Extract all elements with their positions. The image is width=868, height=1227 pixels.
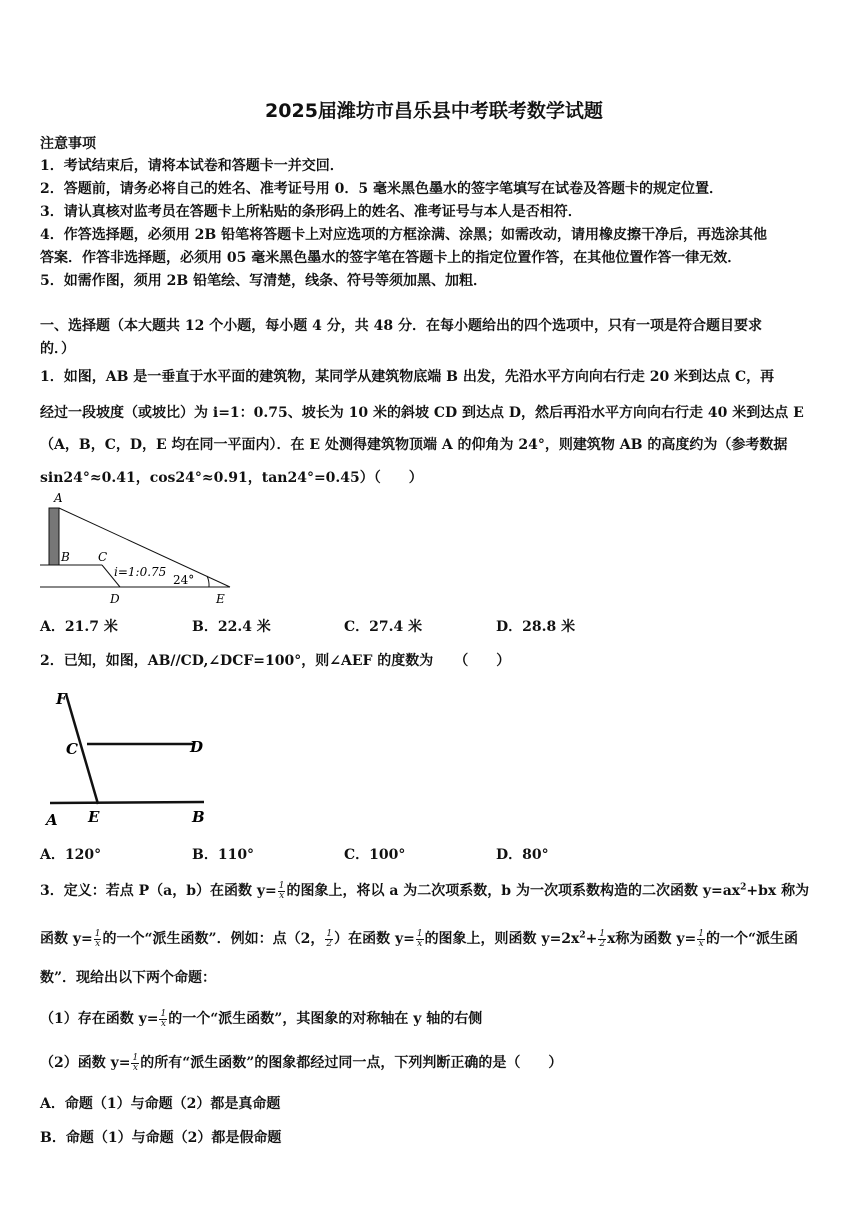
fraction-one-over-x: $\frac{1}{x}$ — [416, 928, 423, 949]
label-e: E — [216, 592, 225, 606]
q2-option-a[interactable]: A．120° — [40, 847, 102, 863]
notice-item: 3．请认真核对监考员在答题卡上所粘贴的条形码上的姓名、准考证号与本人是否相符． — [40, 204, 582, 220]
q1-figure — [40, 490, 240, 608]
fraction-one-over-x: $\frac{1}{x}$ — [698, 928, 704, 949]
q3-text: （2）函数 y= — [40, 1055, 131, 1071]
exam-title: 2025届潍坊市昌乐县中考联考数学试题 — [265, 100, 603, 122]
q3-option-b[interactable]: B．命题（1）与命题（2）都是假命题 — [40, 1130, 282, 1146]
q3-text: 函数 y= — [40, 931, 93, 947]
label-a: A — [46, 811, 58, 829]
angle-label: 24° — [173, 573, 195, 587]
slope-label: i=1:0.75 — [114, 565, 167, 579]
label-f: F — [56, 690, 67, 708]
notice-item: 1．考试结束后，请将本试卷和答题卡一并交回． — [40, 158, 344, 174]
label-b: B — [61, 550, 70, 564]
q3-proposition-2 — [40, 1052, 830, 1073]
fraction-one-over-x: $\frac{1}{x}$ — [278, 880, 285, 901]
label-d: D — [110, 592, 120, 606]
q3-text: 的图象上，将以 a 为二次项系数，b 为一次项系数构造的二次函数 y=ax — [286, 883, 741, 899]
section-heading: 一、选择题（本大题共 12 个小题，每小题 4 分，共 48 分．在每小题给出的四个选项中，只有一项是符合题目要求 — [40, 318, 762, 334]
fraction-one-over-x: $\frac{1}{x}$ — [94, 928, 101, 949]
notice-item: 5．如需作图，须用 2B 铅笔绘、写清楚，线条、符号等须加黑、加粗． — [40, 273, 488, 289]
q2-option-c[interactable]: C．100° — [344, 847, 406, 863]
label-a: A — [54, 491, 63, 505]
q1-option-c[interactable]: C．27.4 米 — [344, 619, 423, 635]
q3-text: 的一个“派生函数”，其图象的对称轴在 y 轴的右侧 — [168, 1011, 483, 1027]
fraction-one-over-x: $\frac{1}{x}$ — [132, 1052, 139, 1073]
label-b: B — [192, 808, 205, 826]
q1-stem-line: sin24°≈0.41，cos24°≈0.91，tan24°=0.45）（ ） — [40, 470, 423, 486]
label-c: C — [66, 740, 78, 758]
q3-stem-line2 — [40, 928, 830, 949]
label-c: C — [98, 550, 108, 564]
q1-option-b[interactable]: B．22.4 米 — [192, 619, 271, 635]
fraction-one-half: $\frac{1}{2}$ — [326, 928, 333, 949]
q3-option-a[interactable]: A．命题（1）与命题（2）都是真命题 — [40, 1096, 281, 1112]
q2-option-d[interactable]: D．80° — [496, 847, 549, 863]
q3-text: + — [585, 931, 598, 947]
fraction-one-over-x: $\frac{1}{x}$ — [160, 1008, 167, 1029]
notice-item: 4．作答选择题，必须用 2B 铅笔将答题卡上对应选项的方框涂满、涂黑；如需改动，请用橡皮擦干净后，再选涂其他 — [40, 227, 768, 243]
q1-stem-line: 1．如图，AB 是一垂直于水平面的建筑物，某同学从建筑物底端 B 出发，先沿水平方向向右行走 20 米到达点 C，再 — [40, 369, 775, 385]
section-heading-cont: 的．） — [40, 341, 75, 357]
q3-text: +bx 称为 — [746, 883, 810, 899]
q3-text: 的所有“派生函数”的图象都经过同一点，下列判断正确的是（ ） — [140, 1055, 563, 1071]
notice-item: 答案．作答非选择题，必须用 05 毫米黑色墨水的签字笔在答题卡上的指定位置作答，在其他位置作答一律无效． — [40, 250, 742, 266]
q1-stem-line: （A，B，C，D，E 均在同一平面内）．在 E 处测得建筑物顶端 A 的仰角为 24°，则建筑物 AB 的高度约为（参考数据 — [40, 437, 788, 453]
building-ab — [49, 508, 59, 565]
q3-stem-line3: 数”．现给出以下两个命题： — [40, 970, 217, 986]
q3-text: x称为函数 y= — [607, 931, 697, 947]
label-d: D — [190, 738, 204, 756]
q3-text: （1）存在函数 y= — [40, 1011, 159, 1027]
q3-text: 的一个“派生函 — [705, 931, 799, 947]
notice-item: 2．答题前，请务必将自己的姓名、准考证号用 0．5 毫米黑色墨水的签字笔填写在试卷及答题卡的规定位置． — [40, 181, 723, 197]
q2-option-b[interactable]: B．110° — [192, 847, 255, 863]
q1-option-a[interactable]: A．21.7 米 — [40, 619, 118, 635]
label-e: E — [88, 808, 100, 826]
q2-figure — [40, 680, 220, 830]
q1-option-d[interactable]: D．28.8 米 — [496, 619, 576, 635]
fraction-one-half: $\frac{1}{2}$ — [599, 928, 606, 949]
q3-proposition-1 — [40, 1008, 830, 1029]
q2-stem: 2．已知，如图，AB//CD,∠DCF=100°，则∠AEF 的度数为 （ ） — [40, 653, 511, 669]
q3-stem-line1 — [40, 880, 830, 901]
exponent: 2 — [579, 930, 586, 941]
q3-text: 的一个“派生函数”．例如：点（2， — [102, 931, 325, 947]
q3-text: 的图象上，则函数 y=2x — [424, 931, 580, 947]
q3-text: ）在函数 y= — [334, 931, 415, 947]
q3-text: 3．定义：若点 P（a，b）在函数 y= — [40, 883, 277, 899]
q1-stem-line: 经过一段坡度（或坡比）为 i=1：0.75、坡长为 10 米的斜坡 CD 到达点 D，然后再沿水平方向向右行走 40 米到达点 E — [40, 405, 804, 421]
exponent: 2 — [740, 882, 747, 893]
notice-heading: 注意事项 — [40, 136, 96, 152]
